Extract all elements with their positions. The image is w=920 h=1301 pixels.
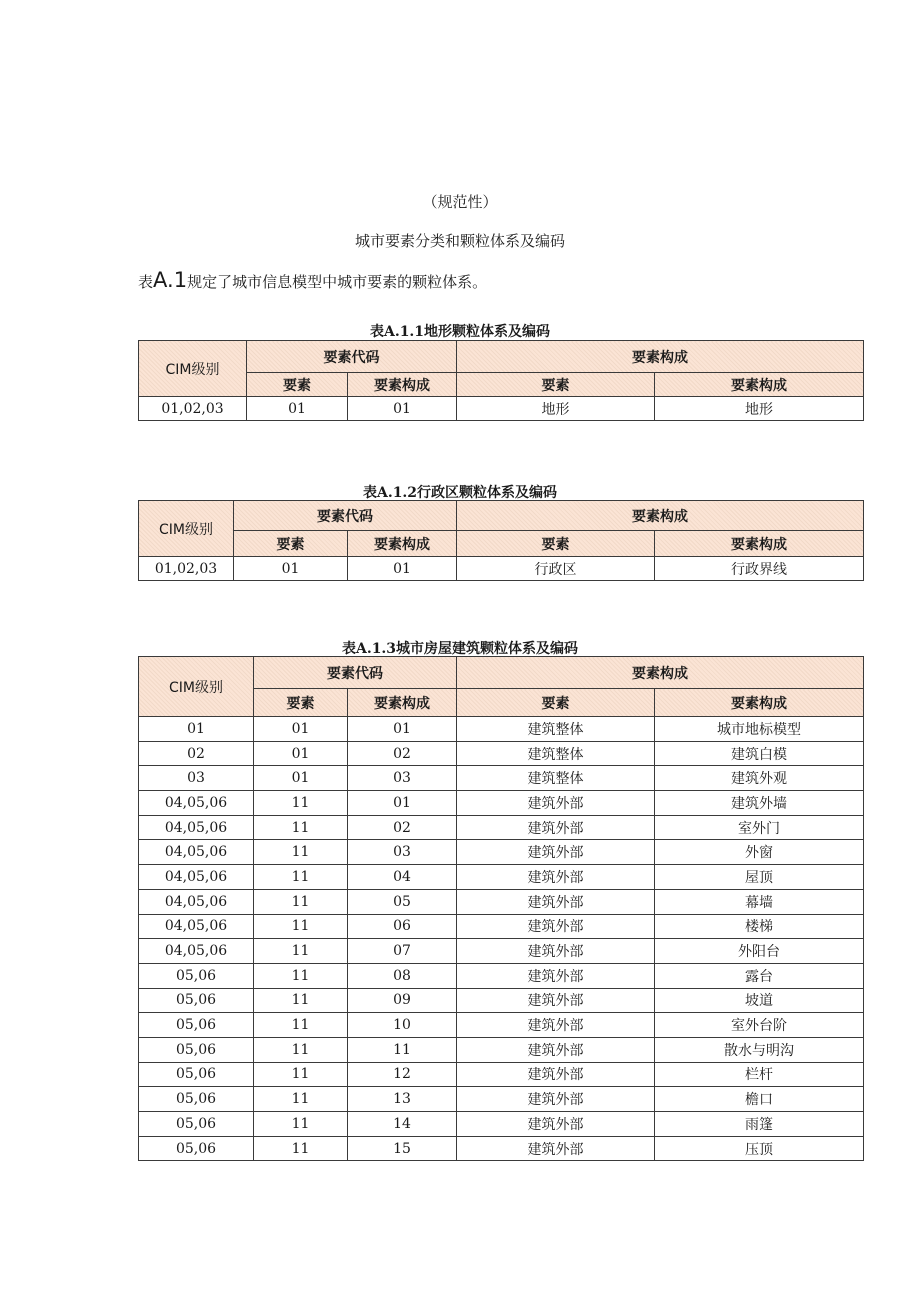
- table-row: [139, 1136, 864, 1161]
- cell-level: 05,06: [139, 963, 254, 988]
- cell-level: 04,05,06: [139, 840, 254, 865]
- intro-table-ref: A.1: [153, 268, 188, 292]
- cell-composition-code: 12: [348, 1062, 457, 1087]
- intro-prefix: 表: [138, 273, 154, 291]
- table-row: [139, 791, 864, 816]
- cell-element: 建筑外部: [457, 865, 655, 890]
- intro-text: 规定了城市信息模型中城市要素的颗粒体系。: [187, 273, 488, 291]
- cell-composition: 建筑白模: [655, 741, 864, 766]
- cell-composition: 坡道: [655, 988, 864, 1013]
- table-row: [139, 1062, 864, 1087]
- cell-composition-code: 09: [348, 988, 457, 1013]
- cell-level: 03: [139, 766, 254, 791]
- cell-element-code: 01: [254, 741, 348, 766]
- table-row: [139, 939, 864, 964]
- cell-composition-code: 01: [348, 717, 457, 742]
- cell-composition-code: 10: [348, 1013, 457, 1038]
- cell-composition-code: 14: [348, 1112, 457, 1137]
- table-row: [139, 963, 864, 988]
- appendix-subtitle: （规范性）: [422, 193, 498, 211]
- cell-element-code: 01: [247, 397, 348, 421]
- table-row: [139, 865, 864, 890]
- cell-level: 05,06: [139, 1013, 254, 1038]
- cell-element-code: 01: [254, 766, 348, 791]
- cell-composition: 露台: [655, 963, 864, 988]
- cell-level: 05,06: [139, 988, 254, 1013]
- cell-level: 01,02,03: [139, 397, 247, 421]
- col-header-element-code: 要素: [254, 689, 348, 717]
- table-row: [139, 1037, 864, 1062]
- cell-element-code: 11: [254, 1112, 348, 1137]
- col-header-element-code: 要素: [247, 373, 348, 397]
- cell-level: 04,05,06: [139, 865, 254, 890]
- col-header-code-group: 要素代码: [247, 341, 457, 373]
- cell-composition-code: 03: [348, 766, 457, 791]
- table-row: [139, 988, 864, 1013]
- table-caption-buildings: 表A.1.3城市房屋建筑颗粒体系及编码: [341, 641, 579, 657]
- cell-element-code: 11: [254, 791, 348, 816]
- cell-element: 建筑外部: [457, 1013, 655, 1038]
- intro-paragraph: [138, 268, 487, 292]
- cell-composition: 外窗: [655, 840, 864, 865]
- table-row: [139, 840, 864, 865]
- cell-composition: 雨篷: [655, 1112, 864, 1137]
- cell-composition-code: 06: [348, 914, 457, 939]
- col-header-composition: 要素构成: [655, 689, 864, 717]
- cell-level: 04,05,06: [139, 939, 254, 964]
- cell-composition-code: 01: [348, 397, 457, 421]
- cell-element-code: 11: [254, 865, 348, 890]
- cell-composition: 屋顶: [655, 865, 864, 890]
- cell-composition-code: 01: [348, 557, 457, 581]
- cell-element-code: 11: [254, 963, 348, 988]
- col-header-composition-group: 要素构成: [457, 501, 864, 531]
- cell-composition: 室外门: [655, 815, 864, 840]
- cell-composition: 室外台阶: [655, 1013, 864, 1038]
- table-row: [139, 815, 864, 840]
- cell-element-code: 11: [254, 988, 348, 1013]
- cell-composition: 压顶: [655, 1136, 864, 1161]
- cell-level: 01: [139, 717, 254, 742]
- cell-level: 05,06: [139, 1136, 254, 1161]
- cell-element: 建筑外部: [457, 815, 655, 840]
- cell-composition-code: 13: [348, 1087, 457, 1112]
- col-header-element: 要素: [457, 373, 655, 397]
- cell-composition-code: 01: [348, 791, 457, 816]
- cell-level: 01,02,03: [139, 557, 234, 581]
- col-header-composition-group: 要素构成: [457, 657, 864, 689]
- cell-composition: 檐口: [655, 1087, 864, 1112]
- col-header-level: CIM级别: [139, 501, 234, 557]
- col-header-level: CIM级别: [139, 657, 254, 717]
- cell-composition-code: 05: [348, 889, 457, 914]
- cell-composition: 外阳台: [655, 939, 864, 964]
- cell-composition-code: 02: [348, 741, 457, 766]
- col-header-level: CIM级别: [139, 341, 247, 397]
- cell-element: 建筑整体: [457, 766, 655, 791]
- table-row: [139, 766, 864, 791]
- cell-element-code: 11: [254, 1136, 348, 1161]
- cell-composition-code: 11: [348, 1037, 457, 1062]
- cell-composition: 地形: [655, 397, 864, 421]
- table-buildings: [138, 656, 864, 1161]
- col-header-composition: 要素构成: [655, 531, 864, 557]
- cell-composition-code: 15: [348, 1136, 457, 1161]
- cell-composition: 散水与明沟: [655, 1037, 864, 1062]
- cell-element: 建筑外部: [457, 791, 655, 816]
- cell-element: 地形: [457, 397, 655, 421]
- cell-composition: 行政界线: [655, 557, 864, 581]
- cell-element-code: 11: [254, 1087, 348, 1112]
- col-header-composition-code: 要素构成: [348, 531, 457, 557]
- cell-element-code: 11: [254, 1062, 348, 1087]
- cell-level: 05,06: [139, 1087, 254, 1112]
- table-row: [139, 717, 864, 742]
- cell-element-code: 11: [254, 1037, 348, 1062]
- cell-composition: 幕墙: [655, 889, 864, 914]
- col-header-composition-code: 要素构成: [348, 373, 457, 397]
- cell-level: 05,06: [139, 1062, 254, 1087]
- cell-element-code: 11: [254, 914, 348, 939]
- cell-element-code: 11: [254, 889, 348, 914]
- table-row: [139, 1112, 864, 1137]
- table-caption-admin-region: 表A.1.2行政区颗粒体系及编码: [362, 485, 558, 501]
- cell-element-code: 11: [254, 939, 348, 964]
- col-header-composition-group: 要素构成: [457, 341, 864, 373]
- cell-composition: 城市地标模型: [655, 717, 864, 742]
- table-row: [139, 914, 864, 939]
- col-header-code-group: 要素代码: [254, 657, 457, 689]
- col-header-composition-code: 要素构成: [348, 689, 457, 717]
- cell-element: 建筑外部: [457, 1136, 655, 1161]
- table-row: [139, 889, 864, 914]
- cell-element: 建筑外部: [457, 939, 655, 964]
- cell-element: 建筑外部: [457, 963, 655, 988]
- table-row: [139, 741, 864, 766]
- cell-composition-code: 04: [348, 865, 457, 890]
- table-row: [139, 557, 864, 581]
- col-header-code-group: 要素代码: [234, 501, 457, 531]
- cell-element: 行政区: [457, 557, 655, 581]
- cell-level: 04,05,06: [139, 815, 254, 840]
- col-header-composition: 要素构成: [655, 373, 864, 397]
- cell-composition: 栏杆: [655, 1062, 864, 1087]
- cell-level: 05,06: [139, 1112, 254, 1137]
- cell-element-code: 01: [234, 557, 348, 581]
- cell-element: 建筑整体: [457, 717, 655, 742]
- cell-element-code: 11: [254, 840, 348, 865]
- cell-element: 建筑整体: [457, 741, 655, 766]
- cell-composition: 建筑外墙: [655, 791, 864, 816]
- cell-element-code: 11: [254, 815, 348, 840]
- cell-element: 建筑外部: [457, 840, 655, 865]
- cell-level: 04,05,06: [139, 914, 254, 939]
- cell-element: 建筑外部: [457, 1062, 655, 1087]
- table-row: [139, 397, 864, 421]
- cell-composition-code: 02: [348, 815, 457, 840]
- cell-element: 建筑外部: [457, 1087, 655, 1112]
- cell-element: 建筑外部: [457, 1112, 655, 1137]
- table-terrain: [138, 340, 864, 421]
- cell-element-code: 01: [254, 717, 348, 742]
- cell-element: 建筑外部: [457, 988, 655, 1013]
- cell-level: 02: [139, 741, 254, 766]
- cell-level: 04,05,06: [139, 791, 254, 816]
- cell-level: 04,05,06: [139, 889, 254, 914]
- table-row: [139, 1087, 864, 1112]
- cell-composition-code: 03: [348, 840, 457, 865]
- col-header-element: 要素: [457, 689, 655, 717]
- cell-element: 建筑外部: [457, 914, 655, 939]
- cell-element: 建筑外部: [457, 889, 655, 914]
- cell-composition: 楼梯: [655, 914, 864, 939]
- cell-composition: 建筑外观: [655, 766, 864, 791]
- cell-level: 05,06: [139, 1037, 254, 1062]
- col-header-element: 要素: [457, 531, 655, 557]
- cell-element-code: 11: [254, 1013, 348, 1038]
- table-caption-terrain: 表A.1.1地形颗粒体系及编码: [369, 324, 551, 340]
- col-header-element-code: 要素: [234, 531, 348, 557]
- cell-composition-code: 08: [348, 963, 457, 988]
- table-row: [139, 1013, 864, 1038]
- appendix-heading: 城市要素分类和颗粒体系及编码: [354, 232, 565, 250]
- cell-element: 建筑外部: [457, 1037, 655, 1062]
- cell-composition-code: 07: [348, 939, 457, 964]
- table-admin-region: [138, 500, 864, 581]
